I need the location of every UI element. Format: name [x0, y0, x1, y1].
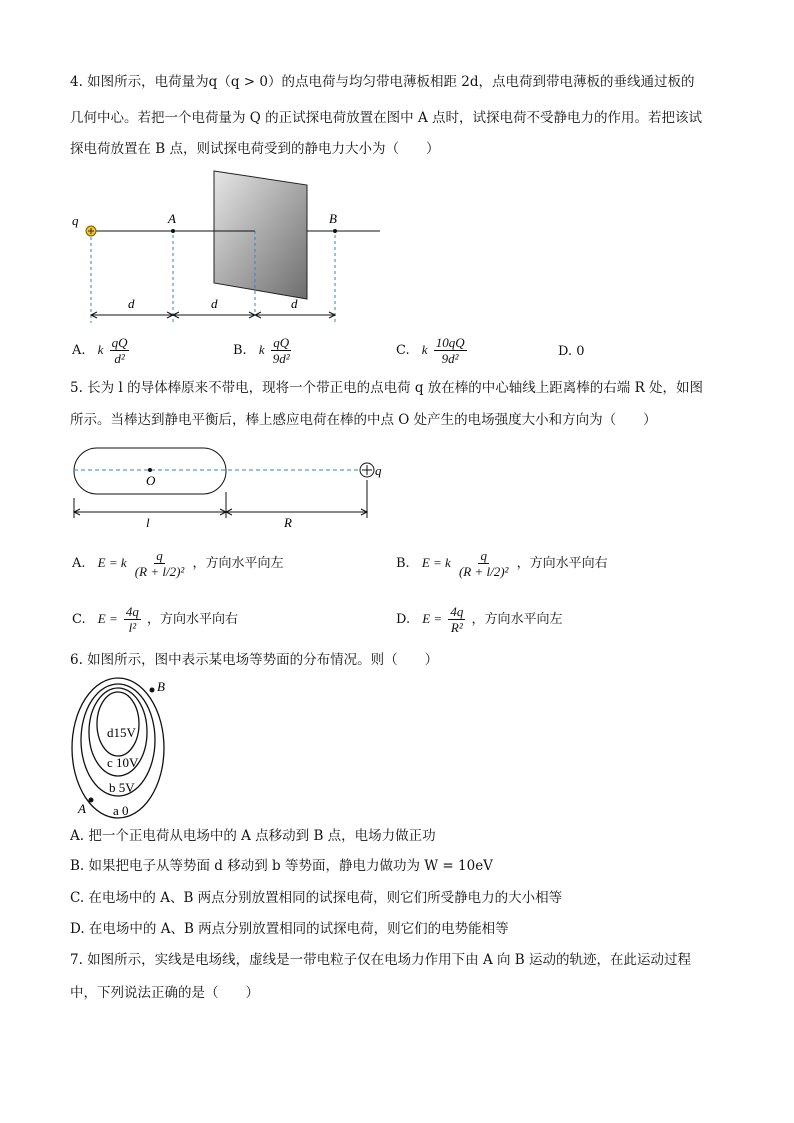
- q5-dim-l: l: [146, 515, 150, 530]
- q6-label-c: c 10V: [107, 755, 139, 770]
- q4-dim-d3: d: [291, 296, 298, 311]
- point-a: [171, 229, 175, 233]
- point-b: [150, 688, 155, 693]
- q5-line1: 5. 长为 l 的导体棒原来不带电，现将一个带正电的点电荷 q 放在棒的中心轴线上距离棒的右端 R 处，如图: [70, 380, 704, 396]
- q4-option-d: D. 0: [558, 344, 585, 359]
- q5-label-q: q: [375, 463, 382, 478]
- q4-option-c: C. k $\frac{10qQ}{\text{9d²}}$: [396, 335, 465, 366]
- equipotential-a: [72, 678, 164, 818]
- q5-dim-r: R: [284, 515, 292, 530]
- q4-option-b: B. k $\frac{qQ}{\text{9d²}}$: [233, 335, 290, 366]
- q5-option-a: A. E = k $\frac{q}{\text{(R + l/2)²}}$ ，方向水平向左: [72, 548, 284, 579]
- q4-line1: 4. 如图所示，电荷量为q（q > 0）的点电荷与均匀带电薄板相距 2d，点电荷到带电薄板的垂线通过板的: [70, 74, 695, 90]
- point-o: [148, 468, 152, 472]
- point-a: [89, 798, 94, 803]
- q4-label-q: q: [72, 213, 79, 228]
- q6-label-d: d15V: [107, 725, 136, 740]
- q7-line2: 中，下列说法正确的是（ ）: [70, 985, 259, 1001]
- q4-label-a: A: [168, 211, 176, 226]
- q6-figure: [66, 672, 186, 822]
- q5-option-c: C. E = $\frac{4q}{\text{l²}}$ ，方向水平向右: [72, 604, 239, 635]
- q6-option-c: C. 在电场中的 A、B 两点分别放置相同的试探电荷，则它们所受静电力的大小相等: [70, 890, 563, 906]
- q6-label-a: A: [78, 801, 86, 816]
- q5-option-b: B. E = k $\frac{q}{\text{(R + l/2)²}}$ ，方向水平向右: [396, 548, 608, 579]
- q4-line3: 探电荷放置在 B 点，则试探电荷受到的静电力大小为（ ）: [70, 141, 440, 157]
- charged-plate: [214, 171, 307, 299]
- q5-option-d: D. E = $\frac{4q}{\text{R²}}$ ，方向水平向左: [396, 604, 563, 635]
- q4-line2: 几何中心。若把一个电荷量为 Q 的正试探电荷放置在图中 A 点时，试探电荷不受静电力的作用。若把该试: [70, 110, 702, 126]
- q4-option-a: A. k $\frac{qQ}{\text{d²}}$: [72, 335, 128, 366]
- q5-figure: [66, 442, 396, 532]
- q6-label-a-level: a 0: [113, 803, 129, 818]
- q4-dim-d1: d: [128, 296, 135, 311]
- q7-line1: 7. 如图所示，实线是电场线，虚线是一带电粒子仅在电场力作用下由 A 向 B 运动的轨迹，在此运动过程: [70, 952, 692, 968]
- equipotential-d: [97, 692, 139, 756]
- q6-option-b: B. 如果把电子从等势面 d 移动到 b 等势面，静电力做功为 W = 10eV: [70, 858, 493, 874]
- q5-label-o: O: [146, 473, 156, 488]
- q4-dim-d2: d: [211, 296, 218, 311]
- q6-label-b-level: b 5V: [109, 780, 135, 795]
- q6-line1: 6. 如图所示，图中表示某电场等势面的分布情况。则（ ）: [70, 652, 439, 668]
- q6-option-a: A. 把一个正电荷从电场中的 A 点移动到 B 点，电场力做正功: [70, 828, 436, 844]
- q6-label-b: B: [157, 679, 165, 694]
- q4-label-b: B: [329, 211, 337, 226]
- q6-option-d: D. 在电场中的 A、B 两点分别放置相同的试探电荷，则它们的电势能相等: [70, 921, 509, 937]
- q4-figure: [60, 165, 400, 335]
- q5-line2: 所示。当棒达到静电平衡后，棒上感应电荷在棒的中点 O 处产生的电场强度大小和方向为（ ）: [70, 412, 657, 428]
- point-b: [333, 229, 337, 233]
